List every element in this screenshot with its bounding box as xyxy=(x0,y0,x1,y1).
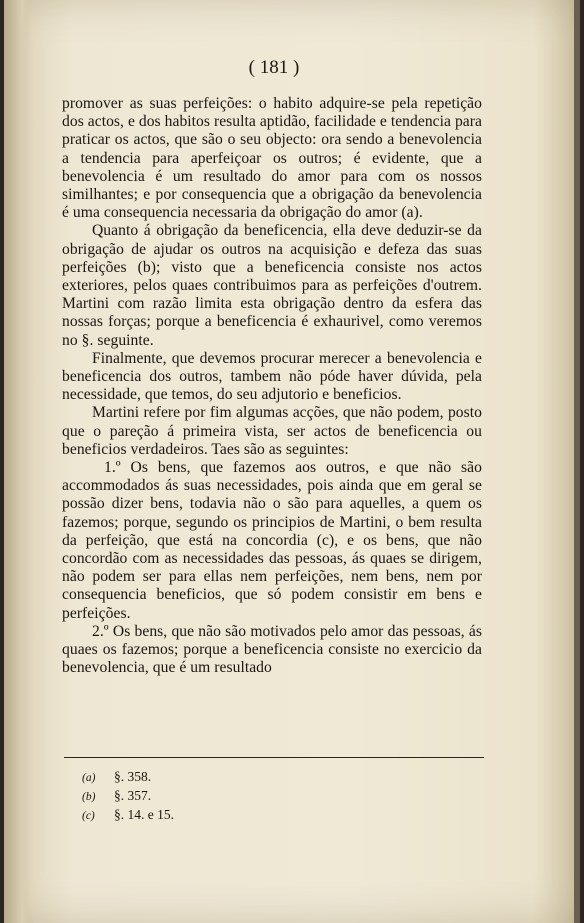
page-edge xyxy=(574,0,580,923)
footnote-text: §. 358. xyxy=(114,769,152,784)
paragraph: Quanto á obrigação da beneficencia, ella deve deduzir-se da obrigação de ajudar os outros na acquisição e defeza das suas perfeições (b); visto que a beneficencia consiste nos actos exteriores, pelos quaes contribuimos para as perfeições d'outrem. Martini com razão limita esta obrigação dentro da esfera das nossas forças; porque a beneficencia é exhaurivel, como veremos no §. seguinte. xyxy=(62,222,482,349)
paragraph: Finalmente, que devemos procurar merecer a benevolencia e beneficencia dos outros, tambem não póde haver dúvida, pela necessidade, que temos, do seu adjutorio e beneficios. xyxy=(62,349,482,404)
footnote-mark: (a) xyxy=(82,772,96,784)
paragraph: 1.º Os bens, que fazemos aos outros, e que não são accommodados ás suas necessidades, pois ainda que em geral se possão dizer bens, todavia não o são para aquelles, a quem os fazemos; porque, segundo os principios de Martini, o bem resulta da perfeição, que está na concordia (c), e os bens, que não concordão com as necessidades das pessoas, ás quaes se dirigem, não podem ser para ellas nem perfeições, nem bens, nem por consequencia beneficios, que só podem consistir em bens e perfeições. xyxy=(62,459,482,622)
footnotes xyxy=(82,768,382,825)
paragraph: Martini refere por fim algumas acções, que não podem, posto que o pareção á primeira vista, ser actos de beneficencia ou beneficios verdadeiros. Taes são as seguintes: xyxy=(62,404,482,458)
book-page xyxy=(4,0,580,923)
paragraph: 2.º Os bens, que não são motivados pelo amor das pessoas, ás quaes os fazemos; porque a beneficencia consiste no exercicio da benevolencia, que é um resultado xyxy=(62,622,482,677)
footnote-mark: (c) xyxy=(82,810,95,822)
footnote-text: §. 14. e 15. xyxy=(114,807,174,822)
page-number: ( 181 ) xyxy=(248,57,300,78)
footnote-mark: (b) xyxy=(82,791,96,803)
footnote-divider xyxy=(64,757,484,758)
footnote xyxy=(82,768,382,787)
footnote xyxy=(82,787,382,806)
page-binding-shadow xyxy=(4,0,30,923)
footnote xyxy=(82,806,382,825)
paragraph: promover as suas perfeições: o habito adquire-se pela repetição dos actos, e dos habitos resulta aptidão, facilidade e tendencia para praticar os actos, que são o seu objecto: ora sendo a benevolencia a tendencia para aperfeiçoar os outros; é evidente, que a benevolencia é um resultado do amor para com os nossos similhantes; e por consequencia que a obrigação da benevolencia é uma consequencia necessaria da obrigação do amor (a). xyxy=(62,95,482,222)
body-text xyxy=(62,95,482,678)
footnote-text: §. 357. xyxy=(114,788,152,803)
